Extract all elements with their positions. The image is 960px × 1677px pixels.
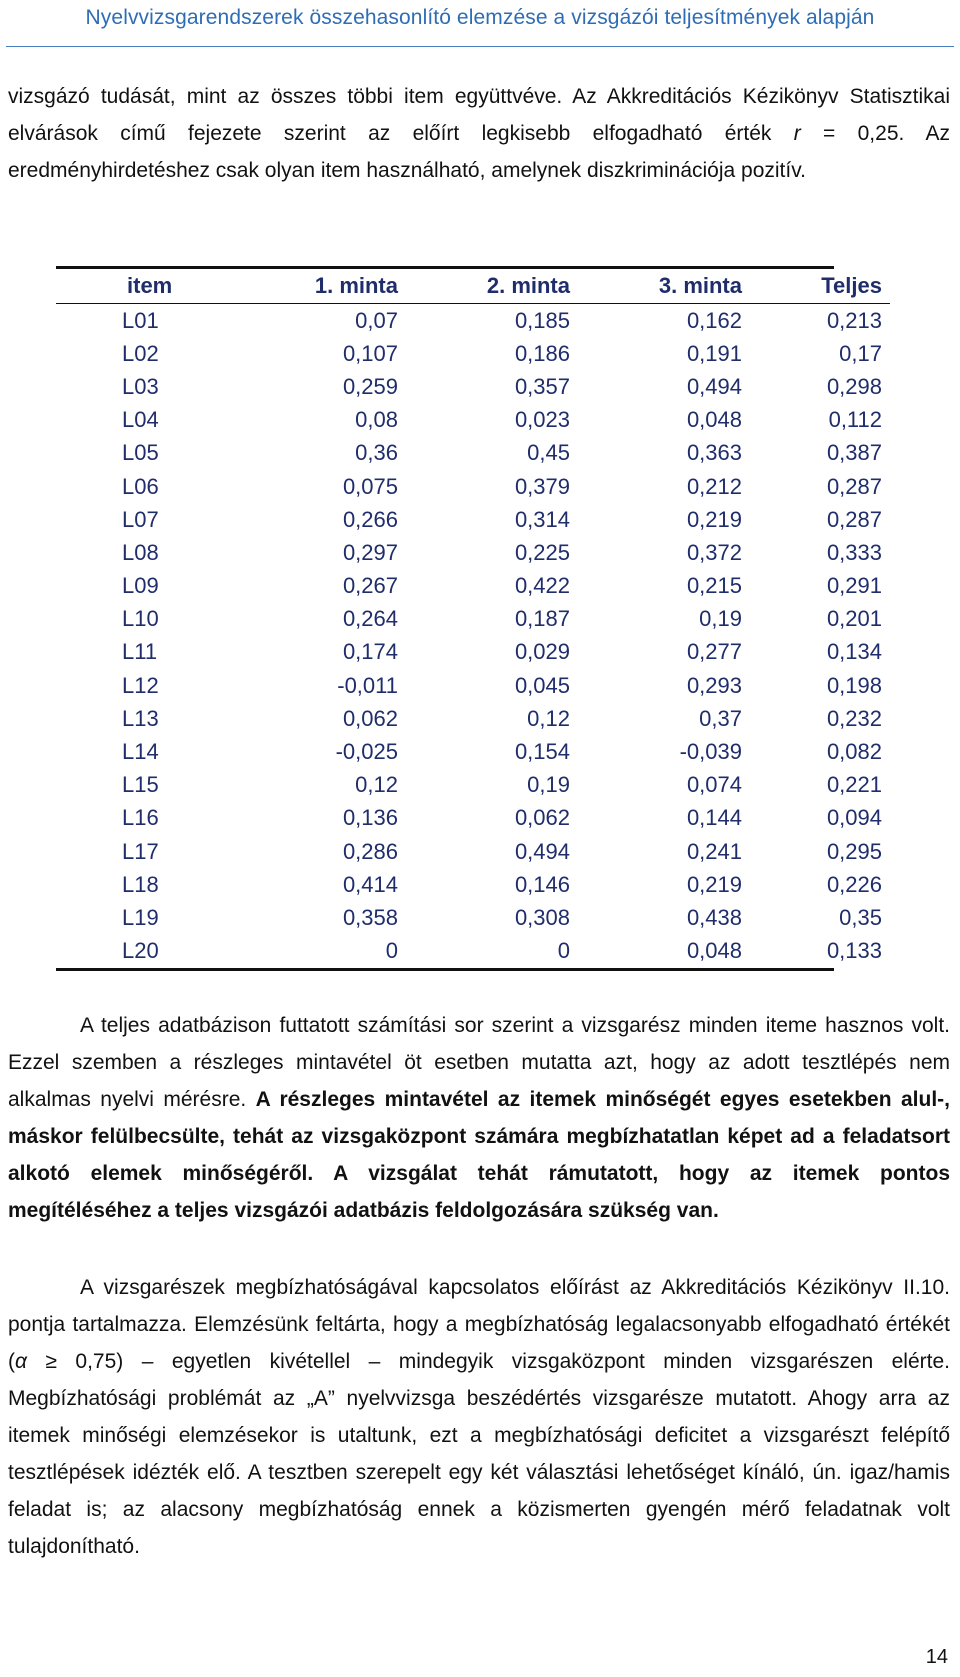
paragraph-results-normal: A teljes adatbázison futtatott számítási sor szerint a vizsgarész minden iteme hasznos volt. Ezzel szemben a részleges mintavétel öt esetben mutatta azt, hogy az adott tesztlépés nem alkalmas nyelvi mérésre. xyxy=(8,1014,950,1111)
value-cell: 0,298 xyxy=(826,373,882,399)
value-cell: 0,259 xyxy=(342,373,398,399)
value-cell: 0,19 xyxy=(699,606,742,632)
value-cell: 0,048 xyxy=(686,407,742,433)
item-label-cell: L11 xyxy=(122,639,158,665)
item-label-cell: L13 xyxy=(122,705,159,731)
value-cell: 0,314 xyxy=(514,506,570,532)
value-cell: 0,287 xyxy=(826,506,882,532)
value-cell: 0,422 xyxy=(514,573,570,599)
value-cell: 0,074 xyxy=(686,772,742,798)
value-cell: 0,112 xyxy=(828,407,882,433)
table-row xyxy=(56,901,890,934)
table-row xyxy=(56,404,890,437)
value-cell: 0,215 xyxy=(686,573,742,599)
table-row xyxy=(56,470,890,503)
value-cell: 0,363 xyxy=(686,440,742,466)
value-cell: 0 xyxy=(385,938,398,964)
value-cell: 0,494 xyxy=(514,838,570,864)
item-label-cell: L04 xyxy=(122,407,159,433)
value-cell: -0,025 xyxy=(335,739,398,765)
value-cell: 0,357 xyxy=(514,373,570,399)
value-cell: 0,286 xyxy=(342,838,398,864)
intro-text-1: vizsgázó tudását, mint az összes többi item együttvéve. Az Akkreditációs Kézikönyv Statisztikai elvárások című fejezete szerint az előírt legkisebb elfogadható érték xyxy=(8,85,950,145)
value-cell: 0,212 xyxy=(686,473,742,499)
item-label-cell: L08 xyxy=(122,539,159,565)
value-cell: 0,358 xyxy=(342,904,398,930)
table-row xyxy=(56,503,890,536)
column-header-total: Teljes xyxy=(750,269,890,304)
alpha-symbol: α xyxy=(15,1350,27,1373)
page-number: 14 xyxy=(925,1646,948,1668)
value-cell: 0,35 xyxy=(839,904,882,930)
value-cell: 0,221 xyxy=(826,772,882,798)
item-label-cell: L16 xyxy=(122,805,159,831)
table-row xyxy=(56,370,890,403)
value-cell: 0,267 xyxy=(342,573,398,599)
table-body xyxy=(56,304,890,968)
table-row xyxy=(56,536,890,569)
value-cell: 0,438 xyxy=(686,904,742,930)
value-cell: 0,107 xyxy=(342,340,398,366)
item-label-cell: L07 xyxy=(122,506,159,532)
item-label-cell: L19 xyxy=(122,904,159,930)
column-header-item: item xyxy=(56,269,236,304)
value-cell: 0,062 xyxy=(514,805,570,831)
table-header-row xyxy=(56,269,890,304)
table-row xyxy=(56,603,890,636)
value-cell: 0,308 xyxy=(514,904,570,930)
value-cell: 0,134 xyxy=(826,639,882,665)
value-cell: 0,241 xyxy=(686,838,742,864)
value-cell: 0,12 xyxy=(527,705,570,731)
item-label-cell: L09 xyxy=(122,573,159,599)
variable-r: r xyxy=(793,122,801,145)
item-label-cell: L18 xyxy=(122,871,159,897)
value-cell: 0,287 xyxy=(826,473,882,499)
value-cell: 0,17 xyxy=(839,340,882,366)
table-row xyxy=(56,868,890,901)
reliability-text-1: A vizsgarészek megbízhatóságával kapcsolatos előírást az Akkreditációs Kézikönyv II.10. pontja tartalmazza. Elemzésünk feltárta, hogy a megbízhatóság legalacsonyabb elfogadható értékét ( xyxy=(8,1276,950,1373)
value-cell: 0,136 xyxy=(342,805,398,831)
column-header-sample-2: 2. minta xyxy=(406,269,578,304)
item-label-cell: L01 xyxy=(122,307,159,333)
value-cell: 0,029 xyxy=(514,639,570,665)
value-cell: 0,062 xyxy=(342,705,398,731)
value-cell: 0,266 xyxy=(342,506,398,532)
item-label-cell: L17 xyxy=(122,838,159,864)
value-cell: 0,264 xyxy=(342,606,398,632)
value-cell: 0,186 xyxy=(514,340,570,366)
discrimination-table xyxy=(56,266,882,971)
value-cell: 0,023 xyxy=(514,407,570,433)
value-cell: 0,213 xyxy=(826,307,882,333)
item-label-cell: L05 xyxy=(122,440,159,466)
table-row xyxy=(56,769,890,802)
value-cell: -0,011 xyxy=(337,672,398,698)
value-cell: 0,048 xyxy=(686,938,742,964)
value-cell: 0,154 xyxy=(514,739,570,765)
value-cell: 0 xyxy=(557,938,570,964)
value-cell: 0,12 xyxy=(355,772,398,798)
value-cell: 0,198 xyxy=(826,672,882,698)
value-cell: 0,191 xyxy=(686,340,742,366)
item-label-cell: L03 xyxy=(122,373,159,399)
value-cell: 0,082 xyxy=(826,739,882,765)
reliability-text-2: ≥ 0,75) – egyetlen kivétellel – mindegyik vizsgaközpont minden vizsgarészen elérte. Megbízhatósági problémát az „A” nyelvvizsga beszédértés vizsgarésze mutatott. Ahogy arra az itemek minőségi elemzésekor is utaltunk, ezt a megbízhatósági deficitet a vizsgarészt felépítő tesztlépések idézték elő. A tesztben szerepelt egy két választási lehetőséget kínáló, ún. igaz/hamis feladat is; az alacsony megbízhatóság ennek a közismerten gyengén mérő feladatnak volt tulajdonítható. xyxy=(8,1350,950,1558)
intro-text-2: = 0,25. Az eredményhirdetéshez csak olyan item használható, amelynek diszkriminációja pozitív. xyxy=(8,122,950,182)
value-cell: 0,36 xyxy=(355,440,398,466)
header-title: Nyelvvizsgarendszerek összehasonlító elemzése a vizsgázói teljesítmények alapján xyxy=(85,6,875,29)
value-cell: 0,174 xyxy=(342,639,398,665)
value-cell: 0,387 xyxy=(826,440,882,466)
value-cell: 0,45 xyxy=(527,440,570,466)
value-cell: 0,225 xyxy=(514,539,570,565)
value-cell: 0,494 xyxy=(686,373,742,399)
value-cell: -0,039 xyxy=(679,739,742,765)
value-cell: 0,372 xyxy=(686,539,742,565)
value-cell: 0,295 xyxy=(826,838,882,864)
value-cell: 0,185 xyxy=(514,307,570,333)
data-table xyxy=(56,269,890,968)
value-cell: 0,291 xyxy=(826,573,882,599)
value-cell: 0,333 xyxy=(826,539,882,565)
table-row xyxy=(56,735,890,768)
value-cell: 0,146 xyxy=(514,871,570,897)
value-cell: 0,075 xyxy=(342,473,398,499)
value-cell: 0,094 xyxy=(826,805,882,831)
value-cell: 0,414 xyxy=(342,871,398,897)
value-cell: 0,226 xyxy=(826,871,882,897)
paragraph-results-bold: A részleges mintavétel az itemek minőségét egyes esetekben alul-, máskor felülbecsülte, tehát az vizsgaközpont számára megbízhatatlan képet ad a feladatsort alkotó elemek minőségéről. A vizsgálat tehát rámutatott, hogy az itemek pontos megítéléséhez a teljes vizsgázói adatbázis feldolgozására szükség van. xyxy=(8,1088,950,1222)
item-label-cell: L15 xyxy=(122,772,159,798)
value-cell: 0,297 xyxy=(342,539,398,565)
paragraph-reliability xyxy=(8,1269,950,1565)
item-label-cell: L14 xyxy=(122,739,159,765)
item-label-cell: L02 xyxy=(122,340,159,366)
table-row xyxy=(56,337,890,370)
value-cell: 0,379 xyxy=(514,473,570,499)
value-cell: 0,232 xyxy=(826,705,882,731)
value-cell: 0,219 xyxy=(686,871,742,897)
value-cell: 0,219 xyxy=(686,506,742,532)
value-cell: 0,08 xyxy=(355,407,398,433)
page-header xyxy=(6,0,954,47)
table-row xyxy=(56,935,890,968)
table-row xyxy=(56,802,890,835)
table-row xyxy=(56,669,890,702)
table-row xyxy=(56,835,890,868)
value-cell: 0,201 xyxy=(826,606,882,632)
item-label-cell: L06 xyxy=(122,473,159,499)
value-cell: 0,19 xyxy=(527,772,570,798)
item-label-cell: L10 xyxy=(122,606,159,632)
table-row xyxy=(56,437,890,470)
value-cell: 0,293 xyxy=(686,672,742,698)
value-cell: 0,144 xyxy=(686,805,742,831)
value-cell: 0,045 xyxy=(514,672,570,698)
item-label-cell: L20 xyxy=(122,938,159,964)
value-cell: 0,187 xyxy=(514,606,570,632)
value-cell: 0,37 xyxy=(699,705,742,731)
value-cell: 0,07 xyxy=(355,307,398,333)
paragraph-results xyxy=(8,1007,950,1229)
table-row xyxy=(56,304,890,338)
table-row xyxy=(56,702,890,735)
value-cell: 0,277 xyxy=(686,639,742,665)
value-cell: 0,133 xyxy=(826,938,882,964)
column-header-sample-1: 1. minta xyxy=(236,269,406,304)
table-row xyxy=(56,570,890,603)
item-label-cell: L12 xyxy=(122,672,159,698)
intro-paragraph xyxy=(8,78,950,189)
table-row xyxy=(56,636,890,669)
column-header-sample-3: 3. minta xyxy=(578,269,750,304)
value-cell: 0,162 xyxy=(686,307,742,333)
